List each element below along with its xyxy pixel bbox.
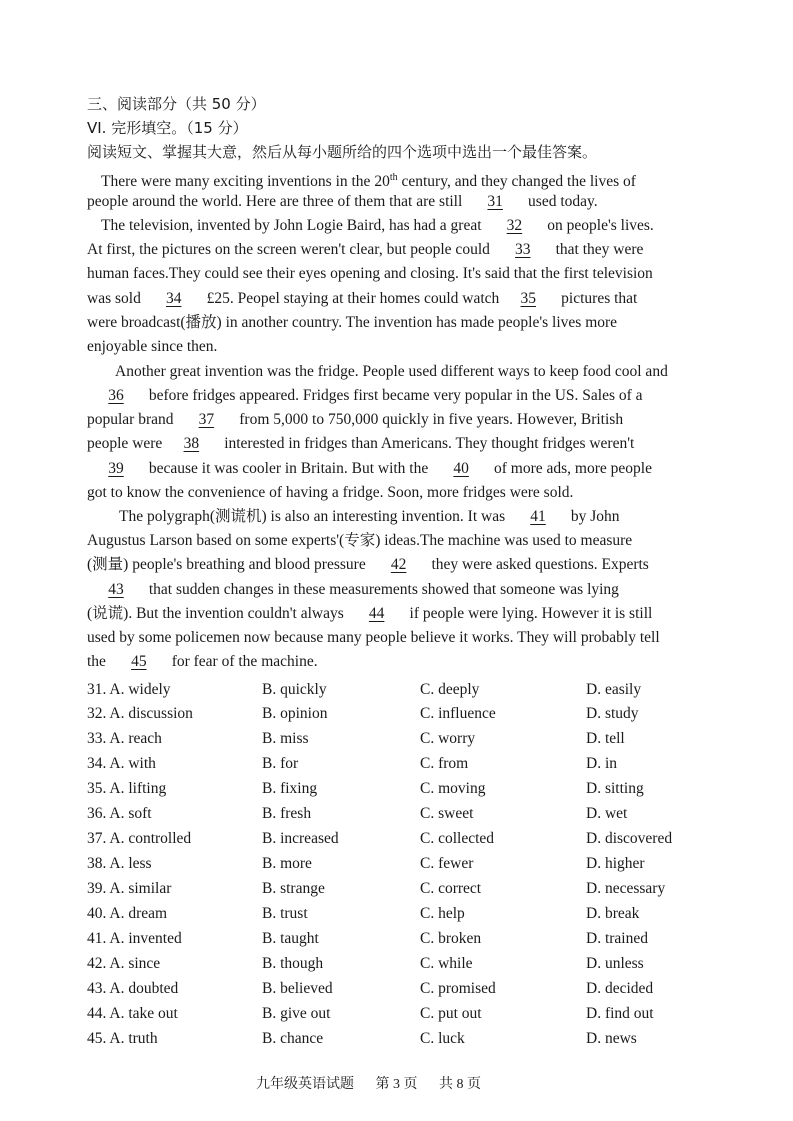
passage-text: because it was cooler in Britain. But with the <box>145 460 433 477</box>
option-45-A: 45. A. truth <box>87 1030 158 1047</box>
passage-line <box>87 190 717 214</box>
passage-line <box>115 360 745 384</box>
option-40-A: 40. A. dream <box>87 905 168 922</box>
passage-text: Augustus Larson based on some experts'(专家) ideas.The machine was used to measure <box>87 532 633 549</box>
passage-text: before fridges appeared. Fridges first became very popular in the US. Sales of a <box>145 387 643 404</box>
option-43-C: C. promised <box>420 980 496 997</box>
passage-text: There were many exciting inventions in the 20 <box>101 173 390 191</box>
option-33-C: C. worry <box>420 730 476 747</box>
passage-text: on people's lives. <box>543 217 654 234</box>
option-33-B: B. miss <box>262 730 309 747</box>
passage-line <box>87 481 717 505</box>
blank-31: 31 <box>487 193 503 210</box>
option-40-C: C. help <box>420 905 465 922</box>
option-41-A: 41. A. invented <box>87 930 182 947</box>
passage-line <box>87 602 717 626</box>
passage-line <box>87 626 717 650</box>
superscript: th <box>389 172 398 183</box>
option-37-A: 37. A. controlled <box>87 830 192 847</box>
option-39-B: B. strange <box>262 880 325 897</box>
option-35-C: C. moving <box>420 780 486 797</box>
blank-38: 38 <box>183 435 200 452</box>
passage-text: from 5,000 to 750,000 quickly in five years. However, British <box>235 411 624 428</box>
option-42-B: B. though <box>262 955 324 972</box>
blank-40: 40 <box>453 460 469 477</box>
passage-text: people around the world. Here are three of them that are still <box>87 193 467 210</box>
passage-line <box>87 287 717 311</box>
blank-42: 42 <box>390 556 407 573</box>
option-33-A: 33. A. reach <box>87 730 162 747</box>
passage-text: were broadcast(播放) in another country. The invention has made people's lives more <box>87 314 618 331</box>
option-36-A: 36. A. soft <box>87 805 152 822</box>
option-35-A: 35. A. lifting <box>87 780 167 797</box>
passage-text: the <box>87 653 110 670</box>
footer-page: 第 3 页 <box>375 1077 418 1092</box>
option-41-B: B. taught <box>262 930 319 947</box>
passage-line <box>87 238 717 262</box>
option-35-B: B. fixing <box>262 780 318 797</box>
blank-41: 41 <box>530 508 546 525</box>
blank-45: 45 <box>131 653 147 670</box>
blank-36: 36 <box>108 387 124 404</box>
passage-text: (说谎). But the invention couldn't always <box>87 605 348 622</box>
blank-39: 39 <box>108 460 124 477</box>
option-40-B: B. trust <box>262 905 308 922</box>
option-32-B: B. opinion <box>262 705 328 722</box>
option-38-C: C. fewer <box>420 855 474 872</box>
passage-text: that sudden changes in these measurements showed that someone was lying <box>145 581 619 598</box>
option-41-D: D. trained <box>586 930 648 947</box>
passage-text: used today. <box>524 193 598 210</box>
passage-line <box>87 432 717 456</box>
blank-33: 33 <box>515 241 531 258</box>
option-44-D: D. find out <box>586 1005 654 1022</box>
passage-text: The polygraph(测谎机) is also an interesting invention. It was <box>119 508 510 525</box>
passage-text: (测量) people's breathing and blood pressure <box>87 556 370 573</box>
option-44-A: 44. A. take out <box>87 1005 178 1022</box>
blank-35: 35 <box>520 290 537 307</box>
passage-text: The television, invented by John Logie Baird, has had a great <box>101 217 486 234</box>
passage-line <box>87 262 717 286</box>
option-45-B: B. chance <box>262 1030 324 1047</box>
option-31-C: C. deeply <box>420 681 480 698</box>
passage-text: pictures that <box>557 290 638 307</box>
passage-text: of more ads, more people <box>490 460 652 477</box>
blank-44: 44 <box>368 605 385 622</box>
option-31-D: D. easily <box>586 681 642 698</box>
blank-37: 37 <box>198 411 215 428</box>
option-37-C: C. collected <box>420 830 495 847</box>
option-38-B: B. more <box>262 855 312 872</box>
option-35-D: D. sitting <box>586 780 644 797</box>
option-45-C: C. luck <box>420 1030 465 1047</box>
option-43-A: 43. A. doubted <box>87 980 179 997</box>
option-41-C: C. broken <box>420 930 482 947</box>
passage-line <box>87 457 717 481</box>
option-34-A: 34. A. with <box>87 755 156 772</box>
passage-text: popular brand <box>87 411 178 428</box>
option-45-D: D. news <box>586 1030 637 1047</box>
option-37-B: B. increased <box>262 830 339 847</box>
passage-text: century, and they changed the lives of <box>397 173 636 191</box>
instructions: 阅读短文、掌握其大意，然后从每小题所给的四个选项中选出一个最佳答案。 <box>87 143 598 161</box>
option-38-A: 38. A. less <box>87 855 152 872</box>
blank-34: 34 <box>165 290 182 307</box>
option-42-A: 42. A. since <box>87 955 161 972</box>
footer-subject: 九年级英语试题 <box>256 1077 354 1092</box>
option-37-D: D. discovered <box>586 830 673 847</box>
blank-32: 32 <box>506 217 523 234</box>
passage-line <box>87 553 717 577</box>
option-32-D: D. study <box>586 705 639 722</box>
passage-text: human faces.They could see their eyes opening and closing. It's said that the first television <box>87 265 653 282</box>
passage-text: £25. Peopel staying at their homes could watch <box>202 290 500 307</box>
passage-line <box>87 578 717 602</box>
passage-line <box>87 384 717 408</box>
option-39-C: C. correct <box>420 880 482 897</box>
passage-line <box>101 214 731 238</box>
option-33-D: D. tell <box>586 730 625 747</box>
option-38-D: D. higher <box>586 855 645 872</box>
option-36-B: B. fresh <box>262 805 312 822</box>
passage-text: got to know the convenience of having a fridge. Soon, more fridges were sold. <box>87 484 574 501</box>
option-43-B: B. believed <box>262 980 333 997</box>
passage-text: Another great invention was the fridge. People used different ways to keep food cool and <box>115 363 668 380</box>
passage-line <box>87 408 717 432</box>
option-34-B: B. for <box>262 755 299 772</box>
option-36-D: D. wet <box>586 805 628 822</box>
passage-text: was sold <box>87 290 145 307</box>
passage-line <box>87 311 717 335</box>
passage-text: enjoyable since then. <box>87 338 218 355</box>
option-34-C: C. from <box>420 755 469 772</box>
option-36-C: C. sweet <box>420 805 474 822</box>
option-42-C: C. while <box>420 955 473 972</box>
passage-text: interested in fridges than Americans. They thought fridges weren't <box>220 435 635 452</box>
option-44-C: C. put out <box>420 1005 482 1022</box>
part-heading: VI. 完形填空。（15 分） <box>87 119 248 137</box>
blank-43: 43 <box>108 581 124 598</box>
passage-line <box>87 650 717 674</box>
passage-text: for fear of the machine. <box>167 653 318 670</box>
option-32-C: C. influence <box>420 705 496 722</box>
option-44-B: B. give out <box>262 1005 331 1022</box>
page-footer <box>256 1073 499 1093</box>
option-39-D: D. necessary <box>586 880 666 897</box>
option-39-A: 39. A. similar <box>87 880 172 897</box>
option-42-D: D. unless <box>586 955 644 972</box>
option-43-D: D. decided <box>586 980 654 997</box>
passage-text: if people were lying. However it is still <box>405 605 653 622</box>
passage-line <box>87 335 717 359</box>
option-34-D: D. in <box>586 755 617 772</box>
passage-text: At first, the pictures on the screen weren't clear, but people could <box>87 241 494 258</box>
option-31-B: B. quickly <box>262 681 327 698</box>
passage-text: used by some policemen now because many people believe it works. They will probably tell <box>87 629 660 646</box>
passage-line <box>87 529 717 553</box>
passage-text: they were asked questions. Experts <box>427 556 649 573</box>
passage-text: that they were <box>551 241 644 258</box>
passage-text: by John <box>567 508 620 525</box>
passage-line <box>119 505 749 529</box>
passage-text: people were <box>87 435 163 452</box>
section-heading: 三、阅读部分（共 50 分） <box>87 95 266 113</box>
footer-total: 共 8 页 <box>439 1077 481 1092</box>
option-40-D: D. break <box>586 905 640 922</box>
option-31-A: 31. A. widely <box>87 681 171 698</box>
option-32-A: 32. A. discussion <box>87 705 193 722</box>
